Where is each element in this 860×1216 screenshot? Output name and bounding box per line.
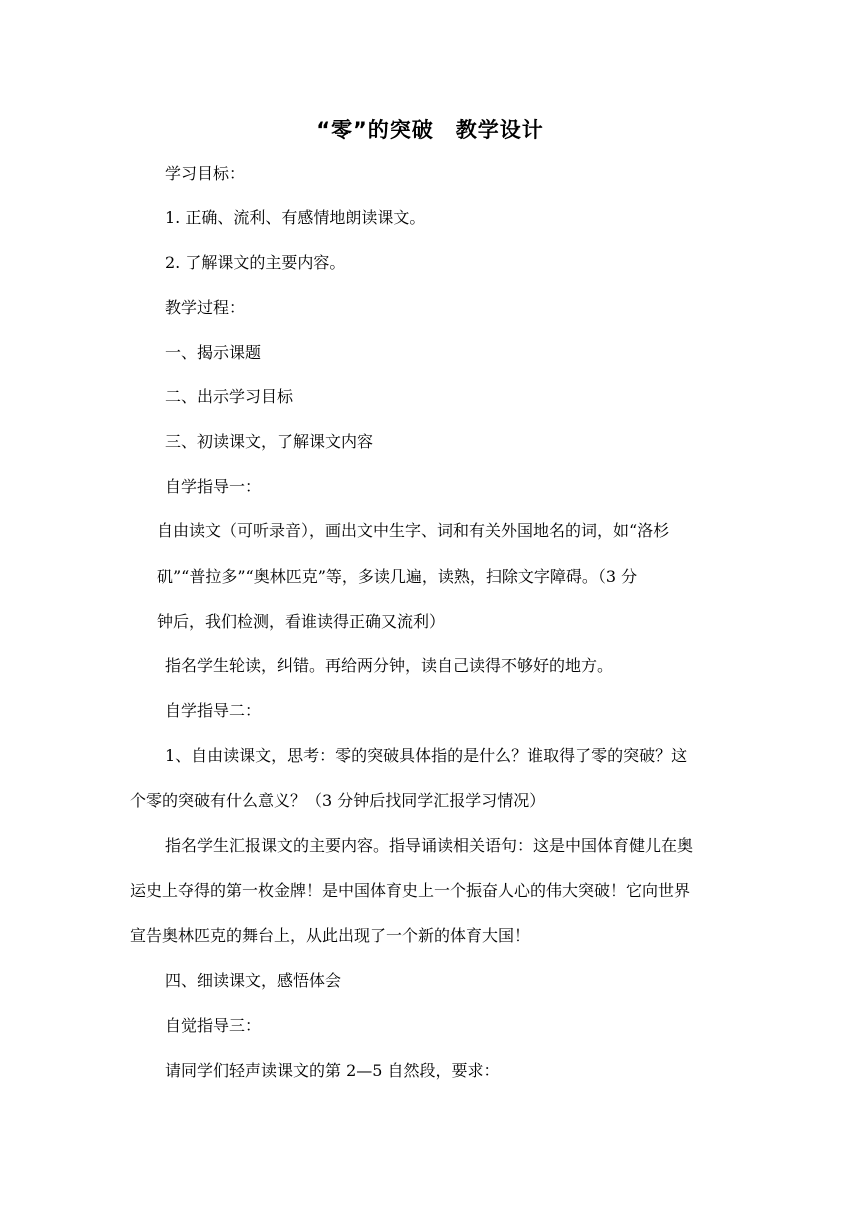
paragraph-line: 四、细读课文，感悟体会 — [165, 971, 342, 990]
paragraph-line: 2. 了解课文的主要内容。 — [165, 253, 346, 272]
paragraph-line: 个零的突破有什么意义？（3 分钟后找同学汇报学习情况） — [130, 791, 546, 810]
paragraph-line: 指名学生汇报课文的主要内容。指导诵读相关语句：这是中国体育健儿在奥 — [165, 836, 694, 855]
paragraph-line: 自学指导一： — [165, 477, 262, 496]
paragraph-line: 自觉指导三： — [165, 1016, 262, 1035]
paragraph-line: 运史上夺得的第一枚金牌！是中国体育史上一个振奋人心的伟大突破！它向世界 — [130, 881, 691, 900]
paragraph-line: 钟后，我们检测，看谁读得正确又流利） — [157, 612, 446, 631]
document-title: “零”的突破 教学设计 — [316, 118, 544, 142]
paragraph-line: 矶”“普拉多”“奥林匹克”等，多读几遍，读熟，扫除文字障碍。（3 分 — [157, 567, 638, 586]
paragraph-line: 学习目标： — [165, 164, 246, 183]
paragraph-line: 指名学生轮读，纠错。再给两分钟，读自己读得不够好的地方。 — [165, 656, 614, 675]
paragraph-line: 自学指导二： — [165, 701, 262, 720]
paragraph-line: 三、初读课文，了解课文内容 — [165, 432, 374, 451]
paragraph-line: 一、揭示课题 — [165, 343, 262, 362]
paragraph-line: 自由读文（可听录音），画出文中生字、词和有关外国地名的词，如“洛杉 — [157, 521, 670, 540]
paragraph-line: 请同学们轻声读课文的第 2—5 自然段，要求： — [165, 1061, 500, 1080]
paragraph-line: 1、自由读课文，思考：零的突破具体指的是什么？谁取得了零的突破？这 — [165, 746, 688, 765]
paragraph-line: 二、出示学习目标 — [165, 387, 294, 406]
paragraph-line: 宣告奥林匹克的舞台上，从此出现了一个新的体育大国！ — [130, 926, 531, 945]
paragraph-line: 1. 正确、流利、有感情地朗读课文。 — [165, 208, 426, 227]
paragraph-line: 教学过程： — [165, 298, 246, 317]
